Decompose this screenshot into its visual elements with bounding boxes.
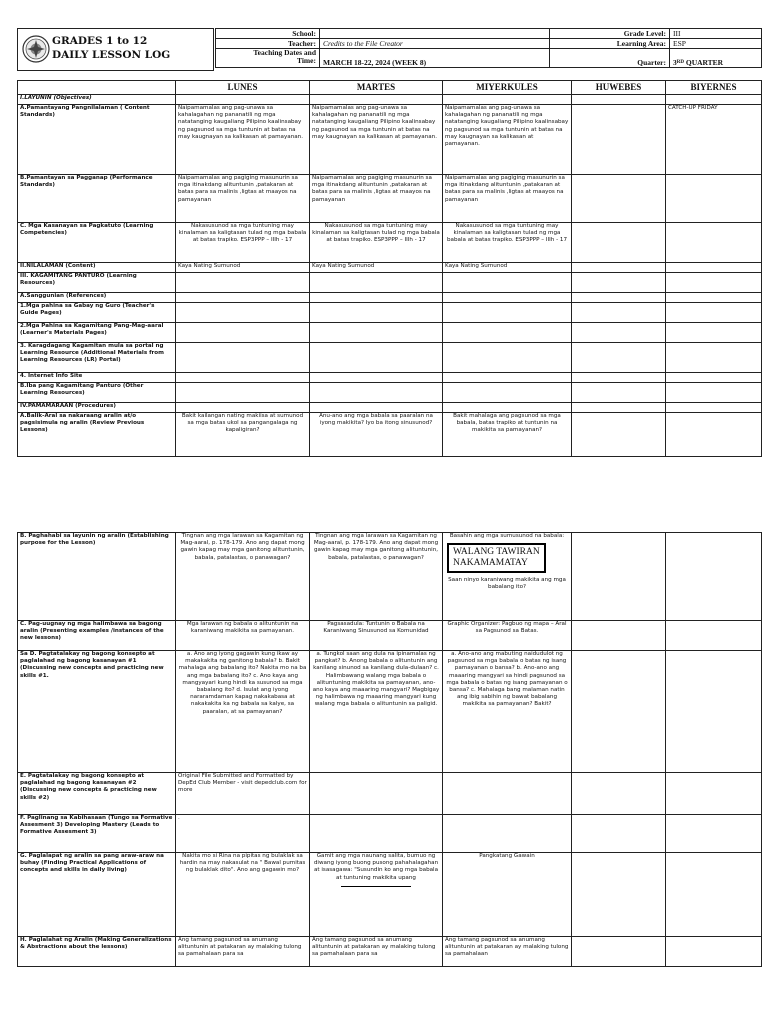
grade-value: III xyxy=(670,29,762,39)
cell-fri xyxy=(666,403,762,413)
row-label: B.Iba pang Kagamitang Panturo (Other Learning Resources) xyxy=(18,383,176,403)
cell-wed xyxy=(443,773,572,815)
cell-mon: Naipamamalas ang pag-unawa sa kahalagahan ng pananatili ng mga natatanging kaugaliang Pilipino kaalinsabay ng pagsunod sa mga tuntunin at batas na may kaugnayan sa kalikasan at pamayanan. xyxy=(176,105,310,175)
cell-fri xyxy=(666,815,762,853)
cell-wed: Bakit mahalaga ang pagsunod sa mga babala, batas trapiko at tuntunin na makikita sa pamayanan? xyxy=(443,413,572,457)
cell-wed xyxy=(443,373,572,383)
col-header-mon: LUNES xyxy=(176,81,310,95)
cell-thu xyxy=(572,773,666,815)
row-label: 3. Karagdagang Kagamitan mula sa portal ng Learning Resource (Additional Materials from Learning Resources (LR) Portal) xyxy=(18,343,176,373)
cell-wed xyxy=(443,95,572,105)
row-label: B.Pamantayan sa Pagganap (Performance Standards) xyxy=(18,175,176,223)
cell-mon: Bakit kailangan nating makiisa at sumunod sa mga batas ukol sa pangangalaga ng kapaligiran? xyxy=(176,413,310,457)
cell-tue: Tingnan ang mga larawan sa Kagamitan ng Mag-aaral, p. 178-179. Ano ang dapat mong gawin kapag may mga ganitong alituntunin, babala, patalastas, o panawagan? xyxy=(310,533,443,621)
cell-tue: a. Tungkol saan ang dula na ipinamalas ng pangkat? b. Anong babala o alituntunin ang kanilang sinunod sa kanilang dula-dulaan? c. Halimbawang walang mga babala o alituntuning makikita sa pamayanan, ano-ano kaya ang maaaring mangyari? Magbigay ng halimbawa ng maaaring mangyari kung walang mga babala o alituntunin sa paligid. xyxy=(310,651,443,773)
cell-mon xyxy=(176,323,310,343)
cell-thu xyxy=(572,621,666,651)
cell-wed: Kaya Nating Sumunod xyxy=(443,263,572,273)
row-label: F. Paglinang sa Kabihasaan (Tungo sa Formative Assesment 3) Developing Mastery (Leads to Formative Assesment 3) xyxy=(18,815,176,853)
table-row xyxy=(18,175,762,223)
cell-tue xyxy=(310,383,443,403)
cell-wed xyxy=(443,343,572,373)
cell-thu xyxy=(572,413,666,457)
cell-tue: Ang tamang pagsunod sa anumang alituntunin at patakaran ay malaking tulong sa pamahalaan para sa xyxy=(310,937,443,967)
day-header-row xyxy=(18,81,762,95)
warning-sign-box: WALANG TAWIRAN NAKAMAMATAY xyxy=(447,543,546,573)
cell-mon xyxy=(176,343,310,373)
cell-tue: Kaya Nating Sumunod xyxy=(310,263,443,273)
cell-tue xyxy=(310,373,443,383)
corner-cell xyxy=(18,81,176,95)
cell-fri: CATCH-UP FRIDAY xyxy=(666,105,762,175)
dates-label: Teaching Dates and xyxy=(253,48,316,57)
cell-thu xyxy=(572,223,666,263)
cell-fri xyxy=(666,383,762,403)
cell-thu xyxy=(572,373,666,383)
cell-thu xyxy=(572,533,666,621)
cell-thu xyxy=(572,95,666,105)
cell-tue xyxy=(310,303,443,323)
table-row xyxy=(18,293,762,303)
cell-tue xyxy=(310,815,443,853)
cell-wed: Graphic Organizer: Pagbuo ng mapa – Aral sa Pagsunod sa Batas. xyxy=(443,621,572,651)
cell-thu xyxy=(572,815,666,853)
cell-tue xyxy=(310,323,443,343)
cell-tue: Naipamamalas ang pag-unawa sa kahalagahan ng pananatili ng mga natatanging kaugaliang Pilipino kaalinsabay ng pagsunod sa mga tuntunin at batas na may kaugnayan sa kalikasan at pamayanan. xyxy=(310,105,443,175)
area-label: Learning Area: xyxy=(550,39,670,49)
cell-mon xyxy=(176,373,310,383)
cell-fri xyxy=(666,533,762,621)
row-label: III. KAGAMITANG PANTURO (Learning Resources) xyxy=(18,273,176,293)
row-label: G. Paglalapat ng aralin sa pang araw-araw na buhay (Finding Practical Applications of concepts and skills in daily living) xyxy=(18,853,176,937)
cell-wed: Naipamamalas ang pagiging masunurin sa mga itinakdang alituntunin ,patakaran at batas para sa malinis ,ligtas at maayos na pamayanan xyxy=(443,175,572,223)
cell-wed: Nakasusunod sa mga tuntuning may kinalaman sa kaligtasan tulad ng mga babala at batas trapiko. ESP3PPP – IIIh - 17 xyxy=(443,223,572,263)
dates-value: MARCH 18-22, 2024 (WEEK 8) xyxy=(320,49,550,68)
teacher-label: Teacher: xyxy=(216,39,320,49)
row-label: I.LAYUNIN (Objectives) xyxy=(18,95,176,105)
cell-fri xyxy=(666,651,762,773)
cell-thu xyxy=(572,263,666,273)
cell-tue xyxy=(310,293,443,303)
teacher-value: Credits to the File Creator xyxy=(320,39,550,49)
lesson-table-page2 xyxy=(17,532,762,967)
cell-mon xyxy=(176,293,310,303)
cell-tue xyxy=(310,773,443,815)
cell-fri xyxy=(666,343,762,373)
cell-thu xyxy=(572,937,666,967)
row-label: E. Pagtatalakay ng bagong konsepto at paglalahad ng bagong kasanayan #2 (Discussing new concepts & practicing new skills #2) xyxy=(18,773,176,815)
table-row xyxy=(18,413,762,457)
answer-blank-line xyxy=(341,882,411,887)
cell-wed: a. Ano-ano ang mabuting naidudulot ng pagsunod sa mga babala o batas ng isang pamayanan o bansa? b. Ano-ano ang maaaring mangyari sa hindi pagsunod sa mga babala o batas ng isang pamayanan o bansa? c. Mahalaga bang malaman natin ang ibig sabihin ng bawat babalang makikita sa pamayanan? Bakit? xyxy=(443,651,572,773)
school-label: School: xyxy=(216,29,320,39)
cell-wed: Naipamamalas ang pag-unawa sa kahalagahan ng pananatili ng mga natatanging kaugaliang Pilipino kaalinsabay ng pagsunod sa mga tuntunin at batas na may kaugnayan sa kalikasan at pamayanan. xyxy=(443,105,572,175)
cell-mon: Kaya Nating Sumunod xyxy=(176,263,310,273)
cell-fri xyxy=(666,293,762,303)
cell-thu xyxy=(572,403,666,413)
cell-fri xyxy=(666,773,762,815)
row-label: A.Balik-Aral sa nakaraang aralin at/o pagsisimula ng aralin (Review Previous Lessons) xyxy=(18,413,176,457)
row-label: 1.Mga pahina sa Gabay ng Guro (Teacher's Guide Pages) xyxy=(18,303,176,323)
cell-fri xyxy=(666,937,762,967)
table-row xyxy=(18,651,762,773)
col-header-fri: BIYERNES xyxy=(666,81,762,95)
cell-mon xyxy=(176,383,310,403)
table-row xyxy=(18,223,762,263)
table-row xyxy=(18,273,762,293)
quarter-word: QUARTER xyxy=(685,58,724,67)
table-row xyxy=(18,937,762,967)
cell-thu xyxy=(572,651,666,773)
cell-fri xyxy=(666,263,762,273)
lesson-table-page1 xyxy=(17,80,762,457)
wed-question: Saan ninyo karaniwang makikita ang mga babalang ito? xyxy=(448,577,566,591)
col-header-wed: MIYERKULES xyxy=(443,81,572,95)
cell-thu xyxy=(572,383,666,403)
logo-box xyxy=(17,28,214,71)
quarter-label: Quarter: xyxy=(550,49,670,68)
cell-tue xyxy=(310,403,443,413)
deped-seal-icon xyxy=(22,35,50,63)
cell-wed xyxy=(443,815,572,853)
cell-fri xyxy=(666,303,762,323)
cell-thu xyxy=(572,853,666,937)
cell-fri xyxy=(666,95,762,105)
table-row xyxy=(18,815,762,853)
row-label: Sa D. Pagtatalakay ng bagong konsepto at paglalahad ng bagong kasanayan #1 (Discussing new concepts and practicing new skills #1. xyxy=(18,651,176,773)
cell-fri xyxy=(666,323,762,343)
dates-label-cell xyxy=(216,49,320,68)
cell-wed xyxy=(443,273,572,293)
table-row xyxy=(18,303,762,323)
cell-fri xyxy=(666,373,762,383)
cell-tue: Anu-ano ang mga babala sa paaralan na iyong makikita? Iyo ba itong sinusunod? xyxy=(310,413,443,457)
table-row xyxy=(18,853,762,937)
cell-mon xyxy=(176,403,310,413)
cell-fri xyxy=(666,413,762,457)
cell-fri xyxy=(666,621,762,651)
row-label: C. Mga Kasanayan sa Pagkatuto (Learning Competencies) xyxy=(18,223,176,263)
cell-thu xyxy=(572,105,666,175)
cell-wed xyxy=(443,533,572,621)
cell-mon xyxy=(176,95,310,105)
col-header-tue: MARTES xyxy=(310,81,443,95)
cell-fri xyxy=(666,853,762,937)
cell-fri xyxy=(666,273,762,293)
cell-tue xyxy=(310,273,443,293)
quarter-value xyxy=(670,49,762,68)
cell-thu xyxy=(572,273,666,293)
cell-tue xyxy=(310,95,443,105)
table-row xyxy=(18,773,762,815)
quarter-sup: RD xyxy=(676,60,684,65)
table-row xyxy=(18,383,762,403)
cell-mon: Tingnan ang mga larawan sa Kagamitan ng Mag-aaral, p. 178-179. Ano ang dapat mong gawin kapag may mga ganitong alituntunin, babala, patalastas, o panawagan? xyxy=(176,533,310,621)
row-label: II.NILALAMAN (Content) xyxy=(18,263,176,273)
cell-fri xyxy=(666,223,762,263)
cell-mon: Nakasusunod sa mga tuntuning may kinalaman sa kaligtasan tulad ng mga babala at batas trapiko. ESP3PPP – IIIh - 17 xyxy=(176,223,310,263)
cell-wed xyxy=(443,303,572,323)
wed-intro: Basahin ang mga sumusunod na babala: xyxy=(449,533,565,539)
cell-tue xyxy=(310,343,443,373)
cell-mon: Original File Submitted and Formatted by DepEd Club Member - visit depedclub.com for more xyxy=(176,773,310,815)
cell-wed: Ang tamang pagsunod sa anumang alituntunin at patakaran ay malaking tulong sa pamahalaan xyxy=(443,937,572,967)
row-label: C. Pag-uugnay ng mga halimbawa sa bagong aralin (Presenting examples /instances of the new lessons) xyxy=(18,621,176,651)
table-row xyxy=(18,263,762,273)
row-label: A.Pamantayang Pangnilalaman ( Content Standards) xyxy=(18,105,176,175)
tue-prompt: Gamit ang mga naunang salita, bumuo ng diwang iyong buong pusong pahahalagahan at isasagawa: "Susundin ko ang mga babala at tuntuning makikita upang xyxy=(313,853,439,881)
cell-mon: Naipamamalas ang pagiging masunurin sa mga itinakdang alituntunin ,patakaran at batas para sa malinis ,ligtas at maayos na pamayanan xyxy=(176,175,310,223)
dll-header xyxy=(17,28,761,71)
grade-label: Grade Level: xyxy=(550,29,670,39)
cell-tue: Pagsasadula: Tuntunin o Babala na Karaniwang Sinusunod sa Komunidad xyxy=(310,621,443,651)
area-value: ESP xyxy=(670,39,762,49)
table-row xyxy=(18,373,762,383)
cell-thu xyxy=(572,175,666,223)
cell-tue: Nakasusunod sa mga tuntuning may kinalaman sa kaligtasan tulad ng mga babala at batas trapiko. ESP3PPP – IIIh - 17 xyxy=(310,223,443,263)
cell-wed: Pangkatang Gawain xyxy=(443,853,572,937)
cell-mon xyxy=(176,303,310,323)
cell-tue xyxy=(310,853,443,937)
cell-mon xyxy=(176,273,310,293)
table-row xyxy=(18,621,762,651)
cell-thu xyxy=(572,293,666,303)
cell-mon: . xyxy=(176,815,310,853)
info-table xyxy=(215,28,762,68)
school-value xyxy=(320,29,550,39)
cell-wed xyxy=(443,383,572,403)
cell-mon: Nakita mo si Rina na pipitas ng bulaklak sa hardin na may nakasulat na " Bawal pumitas ng bulaklak dito". Ano ang gagawin mo? xyxy=(176,853,310,937)
cell-wed xyxy=(443,323,572,343)
row-label: 4. Internet Info Site xyxy=(18,373,176,383)
table-row xyxy=(18,105,762,175)
title-line-2: DAILY LESSON LOG xyxy=(52,49,171,61)
row-label: 2.Mga Pahina sa Kagamitang Pang-Mag-aaral (Learner's Materials Pages) xyxy=(18,323,176,343)
cell-tue: Naipamamalas ang pagiging masunurin sa mga itinakdang alituntunin ,patakaran at batas para sa malinis ,ligtas at maayos na pamayanan xyxy=(310,175,443,223)
cell-thu xyxy=(572,303,666,323)
table-row xyxy=(18,343,762,373)
table-row xyxy=(18,95,762,105)
time-label: Time: xyxy=(296,56,316,65)
title-line-1: GRADES 1 to 12 xyxy=(52,35,148,47)
cell-mon: a. Ano ang iyong gagawin kung ikaw ay makakakita ng ganitong babala? b. Bakit mahalaga ang babalang ito? Nakita mo na ba ang mga babalang ito? c. Ano kaya ang mangyayari kung hindi ka susunod sa mga babalang ito? d. Isulat ang iyong nararamdaman kapag nakakabasa at nakakakita ka ng babala sa kalye, sa paaralan, at sa pamayanan? xyxy=(176,651,310,773)
cell-fri xyxy=(666,175,762,223)
col-header-thu: HUWEBES xyxy=(572,81,666,95)
table-row xyxy=(18,403,762,413)
cell-mon: Ang tamang pagsunod sa anumang alituntunin at patakaran ay malaking tulong sa pamahalaan para sa xyxy=(176,937,310,967)
cell-thu xyxy=(572,343,666,373)
table-row xyxy=(18,323,762,343)
row-label: H. Paglalahat ng Aralin (Making Generalizations & Abstractions about the lessons) xyxy=(18,937,176,967)
row-label: B. Paghahabi sa layunin ng aralin (Establishing purpose for the Lesson) xyxy=(18,533,176,621)
cell-wed xyxy=(443,293,572,303)
row-label: A.Sanggunian (References) xyxy=(18,293,176,303)
cell-thu xyxy=(572,323,666,343)
row-label: IV.PAMAMARAAN (Procedures) xyxy=(18,403,176,413)
cell-wed xyxy=(443,403,572,413)
cell-mon: Mga larawan ng babala o alituntunin na karaniwang makikita sa pamayanan. xyxy=(176,621,310,651)
table-row xyxy=(18,533,762,621)
quarter-num: 3 xyxy=(673,58,677,67)
